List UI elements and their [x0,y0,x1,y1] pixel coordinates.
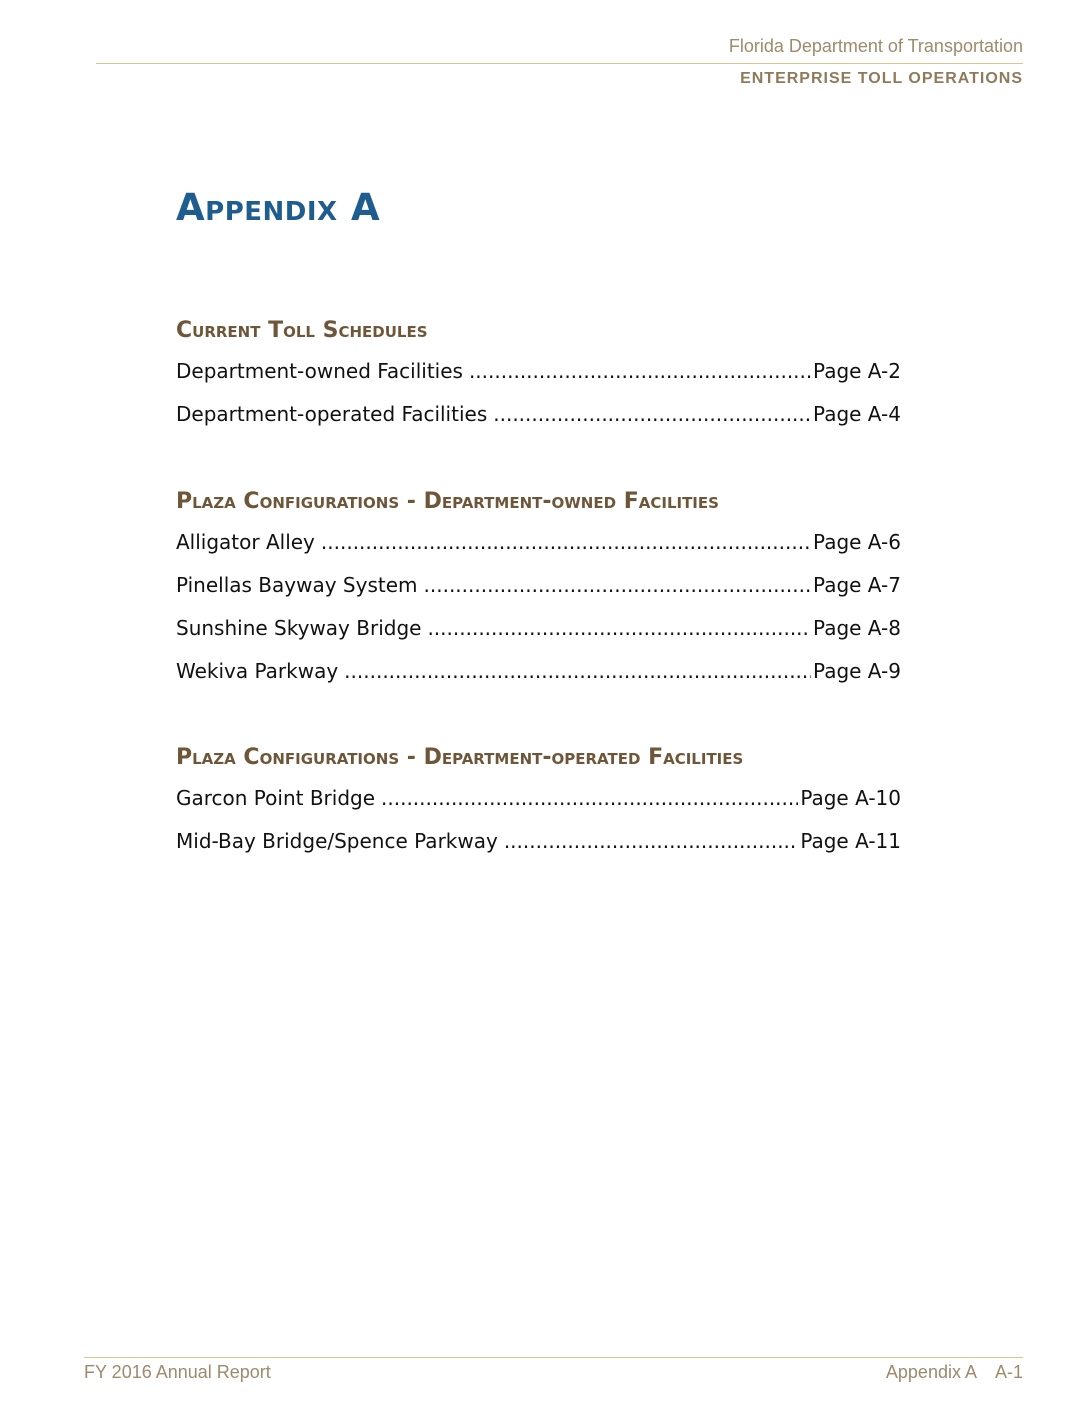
dot-leader [427,616,811,640]
toc-entry-label: Department-operated Facilities [176,402,488,426]
footer-section-name: Appendix A [885,1362,977,1382]
toc-entry-label: Alligator Alley [176,530,315,554]
section-heading: Plaza Configurations - Department-operated Facilities [176,745,744,770]
dot-leader [344,659,811,683]
toc-entry-page: Page A-7 [813,573,901,597]
toc-entry-label: Department-owned Facilities [176,359,463,383]
header-division: ENTERPRISE TOLL OPERATIONS [740,70,1023,87]
toc-entry-label: Mid-Bay Bridge/Spence Parkway [176,829,498,853]
footer-page-number: A-1 [994,1362,1023,1382]
section-heading: Plaza Configurations - Department-owned Facilities [176,489,719,514]
toc-entry-page: Page A-6 [813,530,901,554]
section-heading: Current Toll Schedules [176,318,428,343]
footer-divider [84,1357,1023,1358]
toc-entry-page: Page A-9 [813,659,901,683]
toc-entry-page: Page A-2 [813,359,901,383]
dot-leader [321,530,811,554]
toc-entry[interactable] [176,402,901,445]
toc-entry[interactable] [176,359,901,402]
toc-entry-label: Sunshine Skyway Bridge [176,616,422,640]
toc-entry-page: Page A-4 [813,402,901,426]
toc-entry[interactable] [176,573,901,616]
toc-entry-page: Page A-11 [800,829,901,853]
toc-entry[interactable] [176,659,901,702]
toc-entry-page: Page A-8 [813,616,901,640]
page-title: Appendix A [176,186,381,229]
toc-entry-label: Pinellas Bayway System [176,573,418,597]
toc-entry-label: Garcon Point Bridge [176,786,376,810]
footer-report-name: FY 2016 Annual Report [84,1362,271,1382]
dot-leader [493,402,811,426]
dot-leader [469,359,811,383]
dot-leader [504,829,798,853]
toc-entry[interactable] [176,616,901,659]
toc-section-plaza-owned [176,489,901,702]
toc-entry-label: Wekiva Parkway [176,659,339,683]
toc-entry[interactable] [176,829,901,872]
footer-page-info [886,1362,1023,1383]
toc-entry-page: Page A-10 [800,786,901,810]
toc-section-plaza-operated [176,745,901,872]
toc-entry[interactable] [176,786,901,829]
dot-leader [424,573,812,597]
dot-leader [381,786,798,810]
header-organization: Florida Department of Transportation [728,36,1023,56]
toc-section-current-toll-schedules [176,318,901,445]
toc-entry[interactable] [176,530,901,573]
header-divider [96,63,1023,64]
